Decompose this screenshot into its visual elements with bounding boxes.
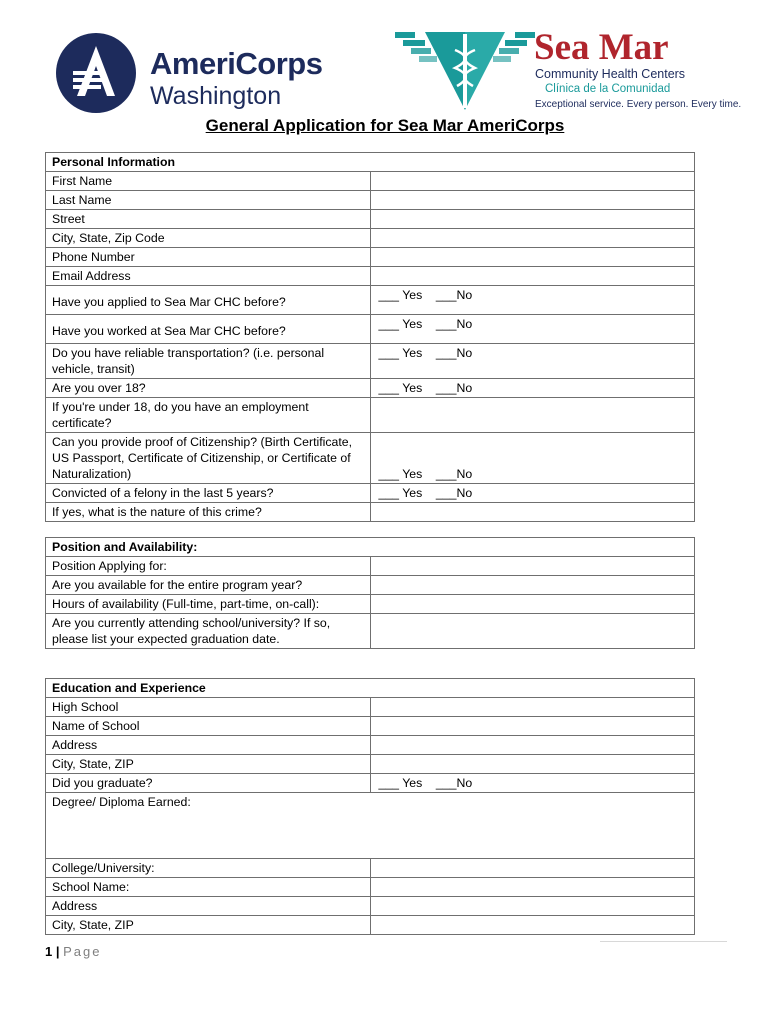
field-label: High School — [46, 698, 371, 717]
table-row — [46, 755, 695, 774]
table-row — [46, 774, 695, 793]
table-row — [46, 557, 695, 576]
section-heading: Personal Information — [46, 153, 695, 172]
field-label: Hours of availability (Full-time, part-time, on-call): — [46, 595, 371, 614]
seamar-caduceus-icon — [395, 30, 535, 112]
table-row — [46, 793, 695, 859]
field-label: Email Address — [46, 267, 371, 286]
city-state-zip-field[interactable] — [370, 229, 695, 248]
school-address-field[interactable] — [370, 736, 695, 755]
field-label: Can you provide proof of Citizenship? (Birth Certificate, US Passport, Certificate of Citizenship, or Certificate of Naturalization) — [46, 433, 371, 484]
transportation-yes-no[interactable]: ___ Yes ___No — [370, 344, 695, 379]
school-name-field[interactable] — [370, 717, 695, 736]
table-row — [46, 344, 695, 379]
hours-availability-field[interactable] — [370, 595, 695, 614]
field-label: Did you graduate? — [46, 774, 371, 793]
page-word: Page — [63, 944, 102, 959]
position-applying-field[interactable] — [370, 557, 695, 576]
field-label: Position Applying for: — [46, 557, 371, 576]
section-heading: Education and Experience — [46, 679, 695, 698]
table-row — [46, 698, 695, 717]
citizenship-proof-yes-no[interactable]: ___ Yes ___No — [370, 433, 695, 484]
page-number: 1 — [45, 944, 53, 959]
over-18-yes-no[interactable]: ___ Yes ___No — [370, 379, 695, 398]
table-row — [46, 315, 695, 344]
table-row — [46, 286, 695, 315]
first-name-field[interactable] — [370, 172, 695, 191]
seamar-spanish: Clínica de la Comunidad — [545, 83, 671, 95]
americorps-logo-icon — [55, 30, 139, 116]
table-row — [46, 210, 695, 229]
field-label: Address — [46, 736, 371, 755]
personal-info-table — [45, 152, 695, 522]
table-row — [46, 172, 695, 191]
field-label: Have you applied to Sea Mar CHC before? — [46, 286, 371, 315]
email-field[interactable] — [370, 267, 695, 286]
field-label: City, State, ZIP — [46, 916, 371, 935]
seamar-tagline: Exceptional service. Every person. Every time. — [535, 99, 742, 110]
table-row — [46, 379, 695, 398]
phone-field[interactable] — [370, 248, 695, 267]
field-label: City, State, ZIP — [46, 755, 371, 774]
page-title: General Application for Sea Mar AmeriCorps — [205, 116, 565, 135]
field-label: If you're under 18, do you have an employment certificate? — [46, 398, 371, 433]
field-label: Last Name — [46, 191, 371, 210]
table-row — [46, 614, 695, 649]
field-label: Are you currently attending school/university? If so, please list your expected graduation date. — [46, 614, 371, 649]
school-city-field[interactable] — [370, 755, 695, 774]
table-row — [46, 595, 695, 614]
section-heading: Position and Availability: — [46, 538, 695, 557]
table-row — [46, 398, 695, 433]
table-row — [46, 717, 695, 736]
high-school-field[interactable] — [370, 698, 695, 717]
crime-nature-field[interactable] — [370, 503, 695, 522]
college-name-field[interactable] — [370, 878, 695, 897]
table-row — [46, 916, 695, 935]
table-row — [46, 897, 695, 916]
worked-before-yes-no[interactable]: ___ Yes ___No — [370, 315, 695, 344]
americorps-state: Washington — [150, 82, 282, 110]
education-table — [45, 678, 695, 935]
americorps-wordmark: AmeriCorps — [150, 46, 323, 81]
field-label: Street — [46, 210, 371, 229]
employment-certificate-field[interactable] — [370, 398, 695, 433]
college-field[interactable] — [370, 859, 695, 878]
field-label: City, State, Zip Code — [46, 229, 371, 248]
table-row — [46, 576, 695, 595]
table-row — [46, 859, 695, 878]
table-row — [46, 191, 695, 210]
table-row — [46, 433, 695, 484]
college-city-field[interactable] — [370, 916, 695, 935]
graduate-yes-no[interactable]: ___ Yes ___No — [370, 774, 695, 793]
table-row — [46, 267, 695, 286]
table-row — [46, 878, 695, 897]
degree-field[interactable]: Degree/ Diploma Earned: — [46, 793, 695, 859]
field-label: Are you over 18? — [46, 379, 371, 398]
field-label: Do you have reliable transportation? (i.e. personal vehicle, transit) — [46, 344, 371, 379]
page-footer — [45, 944, 102, 959]
table-row — [46, 229, 695, 248]
applied-before-yes-no[interactable]: ___ Yes ___No — [370, 286, 695, 315]
position-availability-table — [45, 537, 695, 649]
seamar-wordmark: Sea Mar — [534, 27, 669, 68]
page-header — [0, 0, 770, 118]
field-label: If yes, what is the nature of this crime? — [46, 503, 371, 522]
field-label: Address — [46, 897, 371, 916]
field-label: Are you available for the entire program year? — [46, 576, 371, 595]
field-label: School Name: — [46, 878, 371, 897]
seamar-subtitle: Community Health Centers — [535, 67, 686, 81]
field-label: Phone Number — [46, 248, 371, 267]
field-label: College/University: — [46, 859, 371, 878]
program-year-field[interactable] — [370, 576, 695, 595]
page-separator: | — [55, 944, 60, 959]
street-field[interactable] — [370, 210, 695, 229]
field-label: Convicted of a felony in the last 5 years? — [46, 484, 371, 503]
school-attending-field[interactable] — [370, 614, 695, 649]
last-name-field[interactable] — [370, 191, 695, 210]
felony-yes-no[interactable]: ___ Yes ___No — [370, 484, 695, 503]
field-label: Name of School — [46, 717, 371, 736]
table-row — [46, 248, 695, 267]
table-row — [46, 484, 695, 503]
footer-divider — [600, 941, 727, 942]
field-label: Have you worked at Sea Mar CHC before? — [46, 315, 371, 344]
field-label: First Name — [46, 172, 371, 191]
table-row — [46, 503, 695, 522]
table-row — [46, 736, 695, 755]
college-address-field[interactable] — [370, 897, 695, 916]
